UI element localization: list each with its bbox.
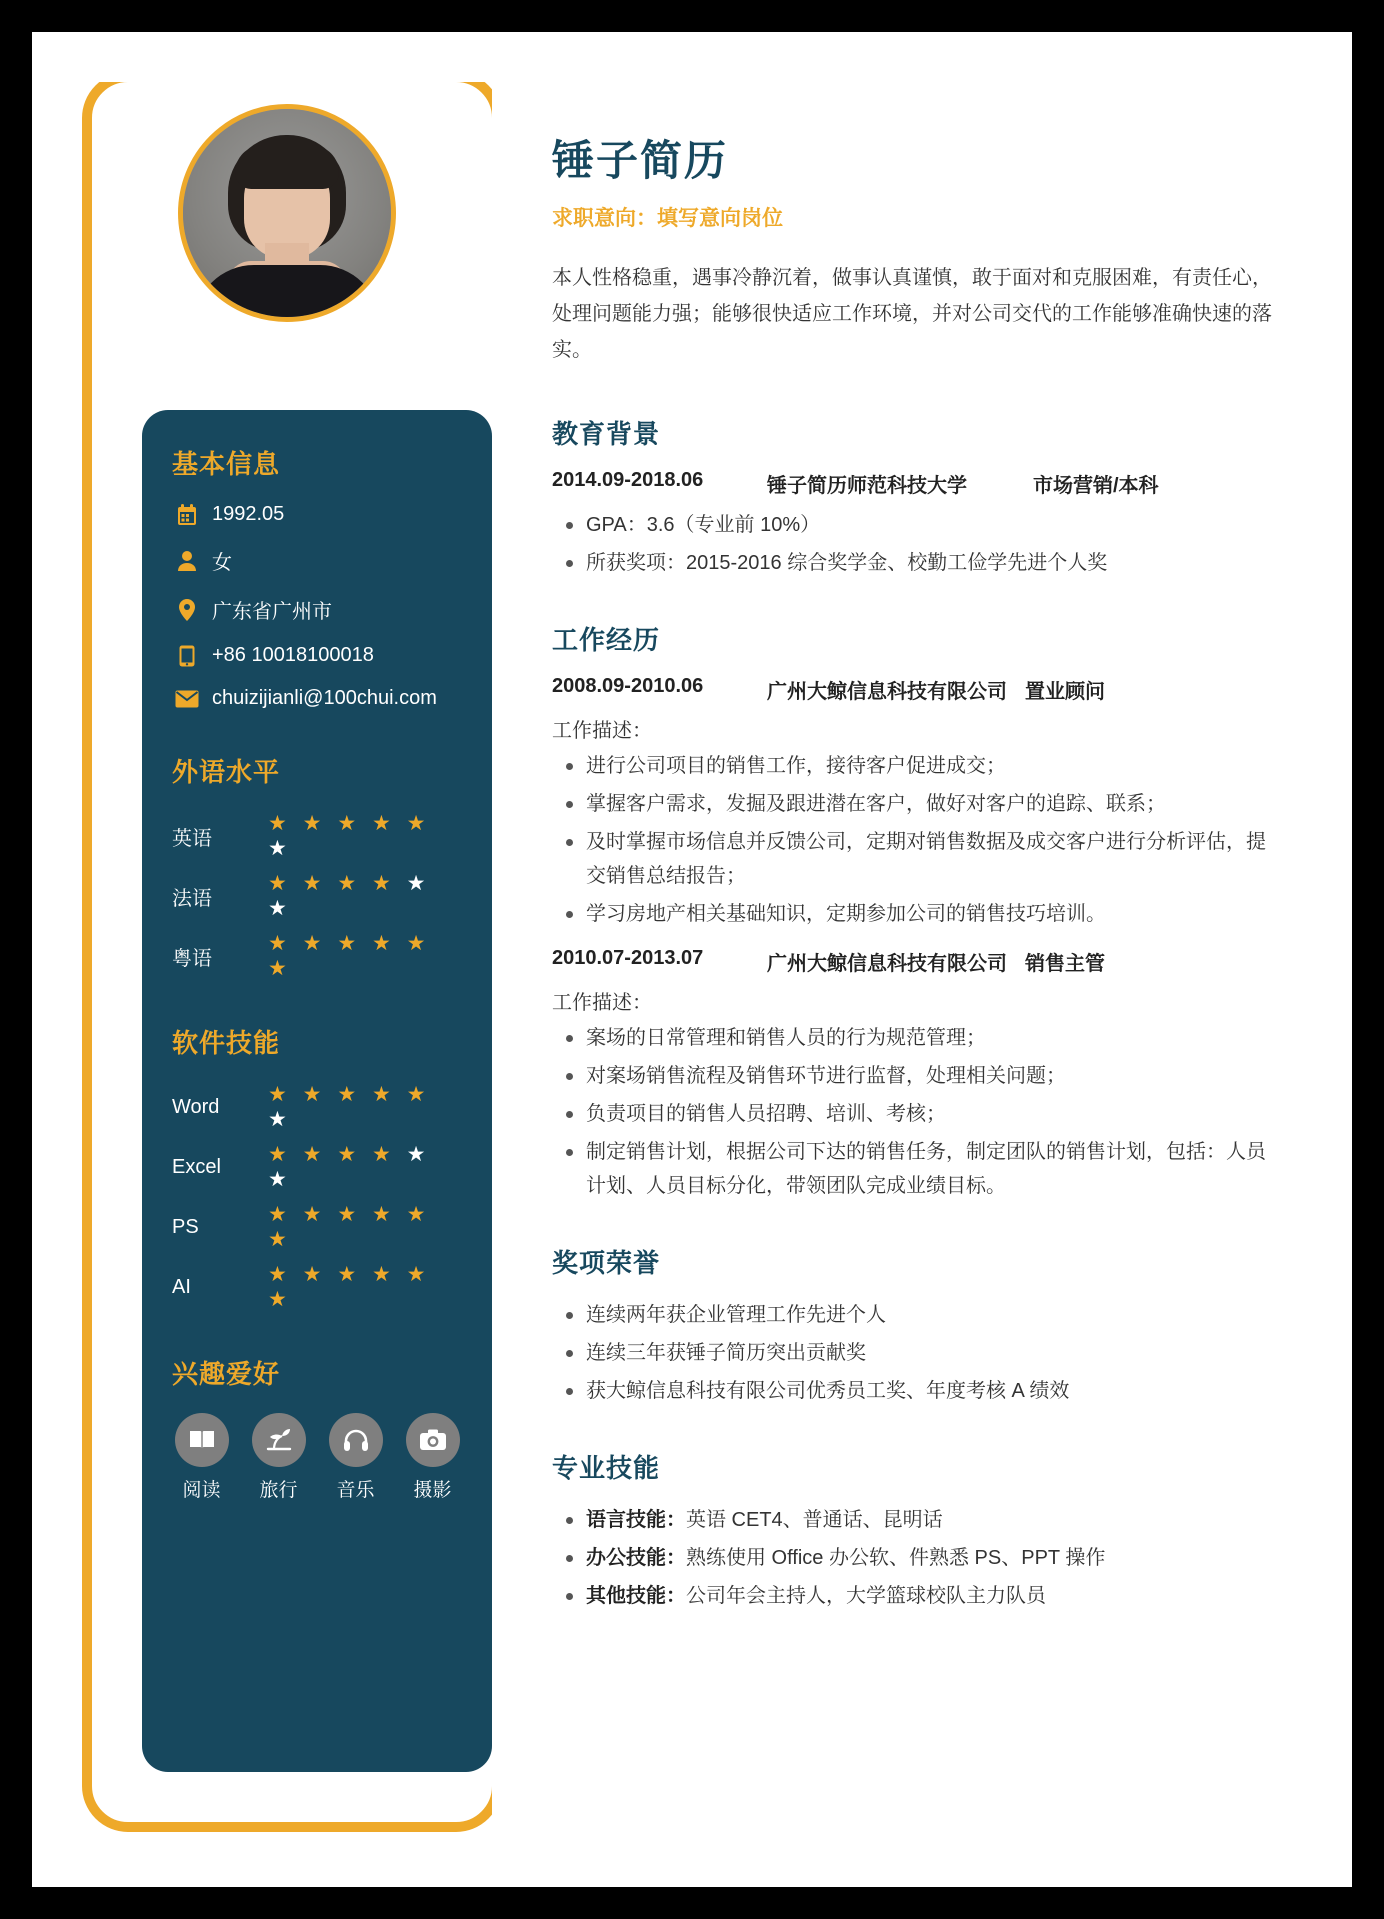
hobby-item-reading	[172, 1413, 231, 1502]
basic-info-title: 基本信息	[172, 449, 281, 479]
professional-skills-list	[552, 1503, 1272, 1613]
education-section	[552, 414, 1272, 580]
info-row-location	[172, 595, 462, 624]
location-icon	[172, 599, 202, 621]
hobby-label: 摄影	[413, 1480, 452, 1501]
avatar	[178, 104, 396, 322]
software-row	[172, 1082, 462, 1132]
language-rating: ★ ★ ★ ★ ★ ★	[268, 932, 431, 980]
professional-skills-title: 专业技能	[552, 1453, 661, 1483]
software-row	[172, 1202, 462, 1252]
hobby-section	[172, 1354, 462, 1502]
info-row-email	[172, 687, 462, 710]
book-icon	[175, 1413, 229, 1467]
language-title: 外语水平	[172, 757, 281, 787]
education-date: 2014.09-2018.06	[552, 469, 704, 491]
hobby-item-travel	[249, 1413, 308, 1502]
skill-key: 其他技能：	[586, 1585, 686, 1607]
headphone-icon	[329, 1413, 383, 1467]
language-section	[172, 752, 462, 981]
self-summary: 本人性格稳重，遇事冷静沉着，做事认真谨慎，敢于面对和克服困难，有责任心，处理问题能力强；能够很快适应工作环境，并对公司交代的工作能够准确快速的落实。	[552, 267, 1272, 361]
list-item	[586, 1503, 1272, 1537]
language-rating: ★ ★ ★ ★ ★ ★	[268, 812, 431, 860]
list-item: 掌握客户需求，发掘及跟进潜在客户，做好对客户的追踪、联系；	[586, 787, 1272, 821]
hobby-label: 音乐	[336, 1480, 375, 1501]
list-item: 连续三年获锤子简历突出贡献奖	[586, 1336, 1272, 1370]
list-item: 进行公司项目的销售工作，接待客户促进成交；	[586, 749, 1272, 783]
software-row	[172, 1142, 462, 1192]
hobby-item-music	[326, 1413, 385, 1502]
awards-bullets	[552, 1298, 1272, 1408]
basic-info-section	[172, 444, 462, 710]
language-name: 英语	[172, 827, 212, 850]
list-item: 连续两年获企业管理工作先进个人	[586, 1298, 1272, 1332]
experience-desc-label: 工作描述：	[552, 992, 652, 1014]
experience-heading-row	[552, 675, 1272, 704]
hobby-item-photography	[403, 1413, 462, 1502]
list-item: 获大鲸信息科技有限公司优秀员工奖、年度考核 A 绩效	[586, 1374, 1272, 1408]
list-item: 学习房地产相关基础知识，定期参加公司的销售技巧培训。	[586, 897, 1272, 931]
software-name: PS	[172, 1215, 199, 1238]
experience-job	[552, 947, 1272, 1203]
software-rating: ★ ★ ★ ★ ★ ★	[268, 1263, 431, 1311]
language-name: 法语	[172, 887, 212, 910]
awards-section	[552, 1243, 1272, 1408]
skill-value: 公司年会主持人，大学篮球校队主力队员	[686, 1585, 1046, 1607]
language-row	[172, 931, 462, 981]
experience-date: 2010.07-2013.07	[552, 947, 704, 969]
software-title: 软件技能	[172, 1028, 281, 1058]
software-name: Excel	[172, 1155, 221, 1178]
sidebar	[142, 410, 492, 1772]
hobby-list	[172, 1413, 462, 1502]
experience-desc-label: 工作描述：	[552, 720, 652, 742]
language-name: 粤语	[172, 947, 212, 970]
list-item: 负责项目的销售人员招聘、培训、考核；	[586, 1097, 1272, 1131]
job-objective: 求职意向：填写意向岗位	[552, 207, 783, 230]
software-rating: ★ ★ ★ ★ ★ ★	[268, 1203, 431, 1251]
experience-section	[552, 620, 1272, 1203]
language-rating: ★ ★ ★ ★ ★ ★	[268, 872, 431, 920]
experience-role: 销售主管	[1025, 953, 1105, 975]
calendar-icon	[172, 504, 202, 526]
hobby-title: 兴趣爱好	[172, 1359, 281, 1389]
list-item	[586, 1541, 1272, 1575]
info-row-gender	[172, 546, 462, 575]
info-value-location: 广东省广州市	[212, 601, 332, 623]
software-name: Word	[172, 1095, 220, 1118]
education-bullets	[552, 508, 1272, 580]
experience-date: 2008.09-2010.06	[552, 675, 704, 697]
language-row	[172, 871, 462, 921]
hobby-label: 阅读	[182, 1480, 221, 1501]
experience-role: 置业顾问	[1025, 681, 1105, 703]
camera-icon	[406, 1413, 460, 1467]
person-icon	[172, 550, 202, 572]
info-row-birthday	[172, 503, 462, 526]
professional-skills-section	[552, 1448, 1272, 1613]
list-item: 案场的日常管理和销售人员的行为规范管理；	[586, 1021, 1272, 1055]
resume-page	[32, 32, 1352, 1887]
education-title: 教育背景	[552, 419, 661, 449]
skill-key: 办公技能：	[586, 1547, 686, 1569]
awards-title: 奖项荣誉	[552, 1248, 661, 1278]
info-value-email: chuizijianli@100chui.com	[212, 687, 437, 709]
list-item: GPA：3.6（专业前 10%）	[586, 508, 1272, 542]
mail-icon	[172, 690, 202, 708]
info-value-phone: +86 10018100018	[212, 644, 374, 666]
list-item: 所获奖项：2015-2016 综合奖学金、校勤工俭学先进个人奖	[586, 546, 1272, 580]
phone-icon	[172, 645, 202, 667]
list-item	[586, 1579, 1272, 1613]
avatar-clothing	[194, 265, 380, 322]
software-name: AI	[172, 1275, 191, 1298]
experience-job	[552, 675, 1272, 931]
list-item: 及时掌握市场信息并反馈公司，定期对销售数据及成交客户进行分析评估，提交销售总结报告；	[586, 825, 1272, 893]
experience-bullets	[552, 1021, 1272, 1203]
language-row	[172, 811, 462, 861]
avatar-fringe	[235, 145, 339, 189]
software-rating: ★ ★ ★ ★ ★ ★	[268, 1143, 431, 1191]
software-row	[172, 1262, 462, 1312]
experience-bullets	[552, 749, 1272, 931]
hobby-label: 旅行	[259, 1480, 298, 1501]
education-school: 锤子简历师范科技大学	[767, 475, 967, 497]
info-row-phone	[172, 644, 462, 667]
list-item: 制定销售计划，根据公司下达的销售任务，制定团队的销售计划，包括：人员计划、人员目标分化，带领团队完成业绩目标。	[586, 1135, 1272, 1203]
skill-value: 熟练使用 Office 办公软、件熟悉 PS、PPT 操作	[686, 1547, 1106, 1569]
skill-key: 语言技能：	[586, 1509, 686, 1531]
education-major: 市场营销/本科	[1033, 475, 1159, 497]
list-item: 对案场销售流程及销售环节进行监督，处理相关问题；	[586, 1059, 1272, 1093]
info-value-gender: 女	[212, 552, 232, 574]
skill-value: 英语 CET4、普通话、昆明话	[686, 1509, 943, 1531]
page-title: 锤子简历	[552, 137, 729, 184]
software-section	[172, 1023, 462, 1312]
frame-mask-top	[72, 62, 512, 82]
education-heading-row	[552, 469, 1272, 498]
software-rating: ★ ★ ★ ★ ★ ★	[268, 1083, 431, 1131]
experience-company: 广州大鲸信息科技有限公司	[767, 681, 1007, 703]
travel-icon	[252, 1413, 306, 1467]
experience-company: 广州大鲸信息科技有限公司	[767, 953, 1007, 975]
experience-heading-row	[552, 947, 1272, 976]
info-value-birthday: 1992.05	[212, 503, 285, 525]
experience-title: 工作经历	[552, 625, 661, 655]
main-content	[552, 128, 1272, 1653]
